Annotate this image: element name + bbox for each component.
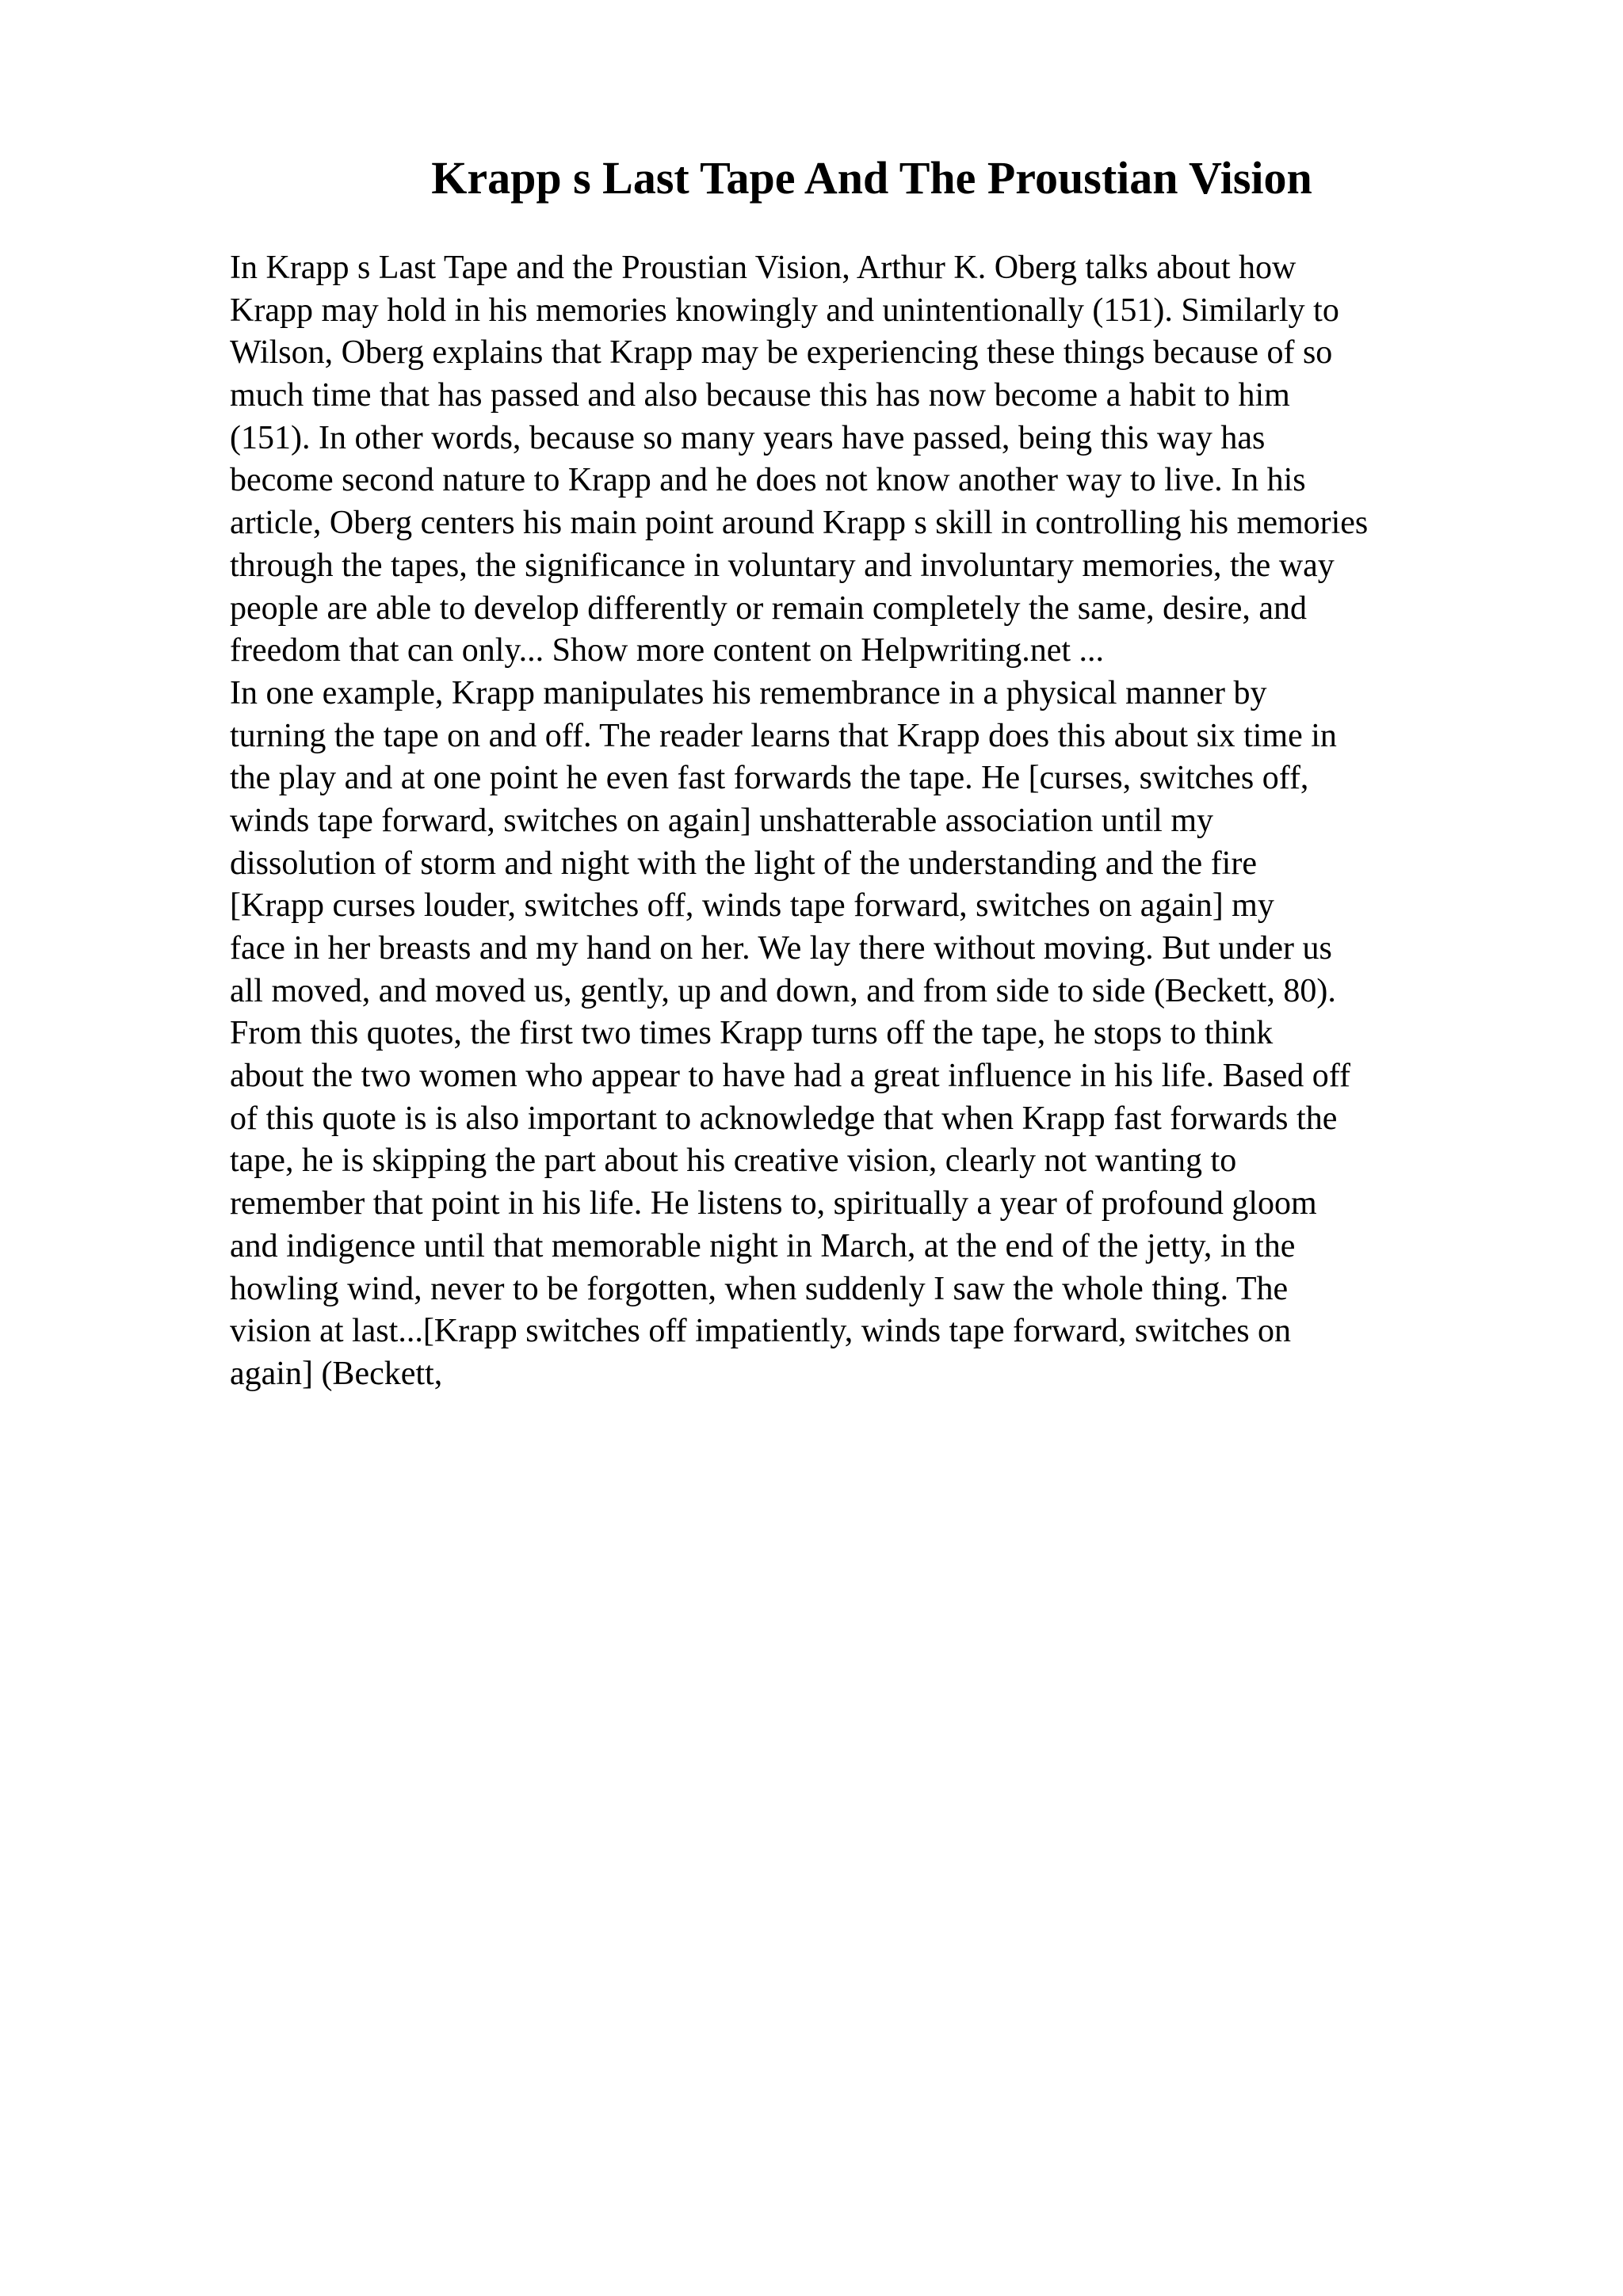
body-line: face in her breasts and my hand on her. We lay there without moving. But under us	[230, 930, 1332, 967]
body-line: and indigence until that memorable night in March, at the end of the jetty, in the	[230, 1227, 1296, 1264]
body-line: freedom that can only... Show more content on Helpwriting.net ...	[230, 632, 1105, 669]
body-line: Krapp may hold in his memories knowingly and unintentionally (151). Similarly to	[230, 292, 1339, 329]
body-line: through the tapes, the significance in voluntary and involuntary memories, the way	[230, 547, 1335, 584]
body-line: remember that point in his life. He listens to, spiritually a year of profound gloom	[230, 1185, 1317, 1222]
document-title: Krapp s Last Tape And The Proustian Vision	[431, 152, 1312, 204]
body-line: (151). In other words, because so many years have passed, being this way has	[230, 419, 1266, 456]
document-body	[230, 247, 1514, 1396]
body-line: become second nature to Krapp and he does not know another way to live. In his	[230, 462, 1306, 499]
body-line: dissolution of storm and night with the light of the understanding and the fire	[230, 845, 1257, 882]
body-line: again] (Beckett,	[230, 1355, 443, 1392]
body-line: people are able to develop differently or remain completely the same, desire, and	[230, 589, 1308, 627]
body-line: From this quotes, the first two times Krapp turns off the tape, he stops to think	[230, 1015, 1274, 1052]
body-line: vision at last...[Krapp switches off impatiently, winds tape forward, switches on	[230, 1313, 1292, 1350]
body-line: howling wind, never to be forgotten, when suddenly I saw the whole thing. The	[230, 1270, 1289, 1307]
body-line: [Krapp curses louder, switches off, winds tape forward, switches on again] my	[230, 887, 1274, 925]
body-line: much time that has passed and also because this has now become a habit to him	[230, 377, 1290, 414]
body-line: the play and at one point he even fast forwards the tape. He [curses, switches off,	[230, 760, 1309, 797]
body-line: tape, he is skipping the part about his creative vision, clearly not wanting to	[230, 1142, 1237, 1180]
body-line: winds tape forward, switches on again] unshatterable association until my	[230, 802, 1214, 839]
body-line: In one example, Krapp manipulates his remembrance in a physical manner by	[230, 674, 1267, 711]
body-line: turning the tape on and off. The reader learns that Krapp does this about six time in	[230, 717, 1337, 754]
body-line: In Krapp s Last Tape and the Proustian Vision, Arthur K. Oberg talks about how	[230, 250, 1296, 286]
body-line: all moved, and moved us, gently, up and down, and from side to side (Beckett, 80).	[230, 972, 1336, 1009]
body-line: of this quote is is also important to acknowledge that when Krapp fast forwards the	[230, 1100, 1338, 1137]
body-line: article, Oberg centers his main point around Krapp s skill in controlling his memories	[230, 505, 1369, 542]
body-line: Wilson, Oberg explains that Krapp may be experiencing these things because of so	[230, 334, 1333, 372]
body-line: about the two women who appear to have had a great influence in his life. Based off	[230, 1058, 1350, 1095]
